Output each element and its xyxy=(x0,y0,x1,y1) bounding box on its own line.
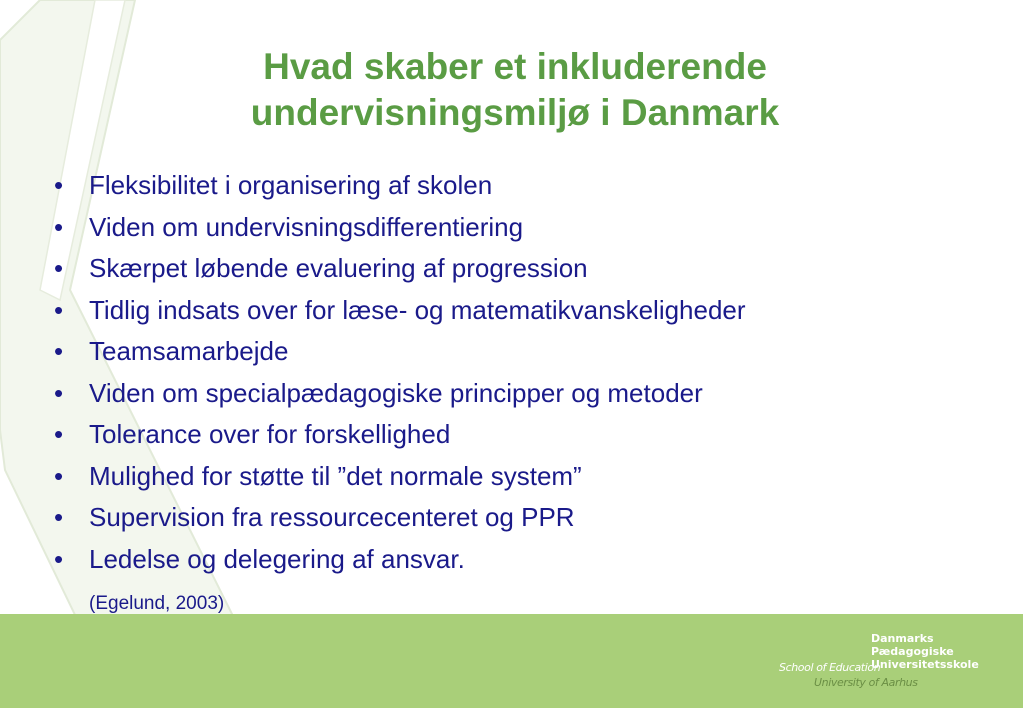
bullet-item xyxy=(54,502,746,544)
bullet-marker: • xyxy=(54,543,64,574)
bullet-text: Skærpet løbende evaluering af progression xyxy=(89,253,588,283)
slide-title xyxy=(0,44,1023,136)
logo-name-line: Danmarks xyxy=(871,632,934,645)
bullet-marker: • xyxy=(54,253,64,283)
slide-title-line: undervisningsmiljø i Danmark xyxy=(250,92,780,133)
bullet-list xyxy=(54,170,746,585)
bullet-item xyxy=(54,170,746,212)
bullet-item xyxy=(54,295,746,337)
bullet-item xyxy=(54,544,746,586)
bullet-marker: • xyxy=(54,294,64,325)
bullet-item xyxy=(54,461,746,503)
bullet-marker: • xyxy=(54,336,64,366)
bullet-item xyxy=(54,212,746,254)
bullet-text: Supervision fra ressourcecenteret og PPR xyxy=(89,502,575,532)
bullet-text: Viden om specialpædagogiske principper og metoder xyxy=(89,377,703,408)
bullet-marker: • xyxy=(54,170,64,200)
bullet-marker: • xyxy=(54,502,64,532)
bullet-text: Ledelse og delegering af ansvar. xyxy=(89,543,465,574)
bullet-text: Tolerance over for forskellighed xyxy=(89,419,451,449)
bullet-marker: • xyxy=(54,460,64,491)
bullet-item xyxy=(54,336,746,378)
bullet-text: Viden om undervisningsdifferentiering xyxy=(89,211,524,242)
bullet-marker: • xyxy=(54,419,64,449)
bullet-item xyxy=(54,419,746,461)
slide-title-line: Hvad skaber et inkluderende xyxy=(263,46,767,87)
bullet-text: Tidlig indsats over for læse- og matematikvanskeligheder xyxy=(89,294,746,325)
bullet-marker: • xyxy=(54,377,64,408)
logo-name-line: Universitetsskole xyxy=(871,658,979,671)
bullet-text: Mulighed for støtte til ”det normale system” xyxy=(89,460,582,491)
bullet-marker: • xyxy=(54,211,64,242)
university-logo xyxy=(776,632,1006,692)
logo-school-label: School of Education xyxy=(779,661,881,674)
bullet-text: Teamsamarbejde xyxy=(89,336,289,366)
bullet-text: Fleksibilitet i organisering af skolen xyxy=(89,170,493,200)
logo-name-line: Pædagogiske xyxy=(871,645,954,658)
logo-university-label: University of Aarhus xyxy=(814,676,918,689)
bullet-item xyxy=(54,253,746,295)
logo-name xyxy=(871,632,979,671)
citation: (Egelund, 2003) xyxy=(89,593,225,614)
bullet-item xyxy=(54,378,746,420)
